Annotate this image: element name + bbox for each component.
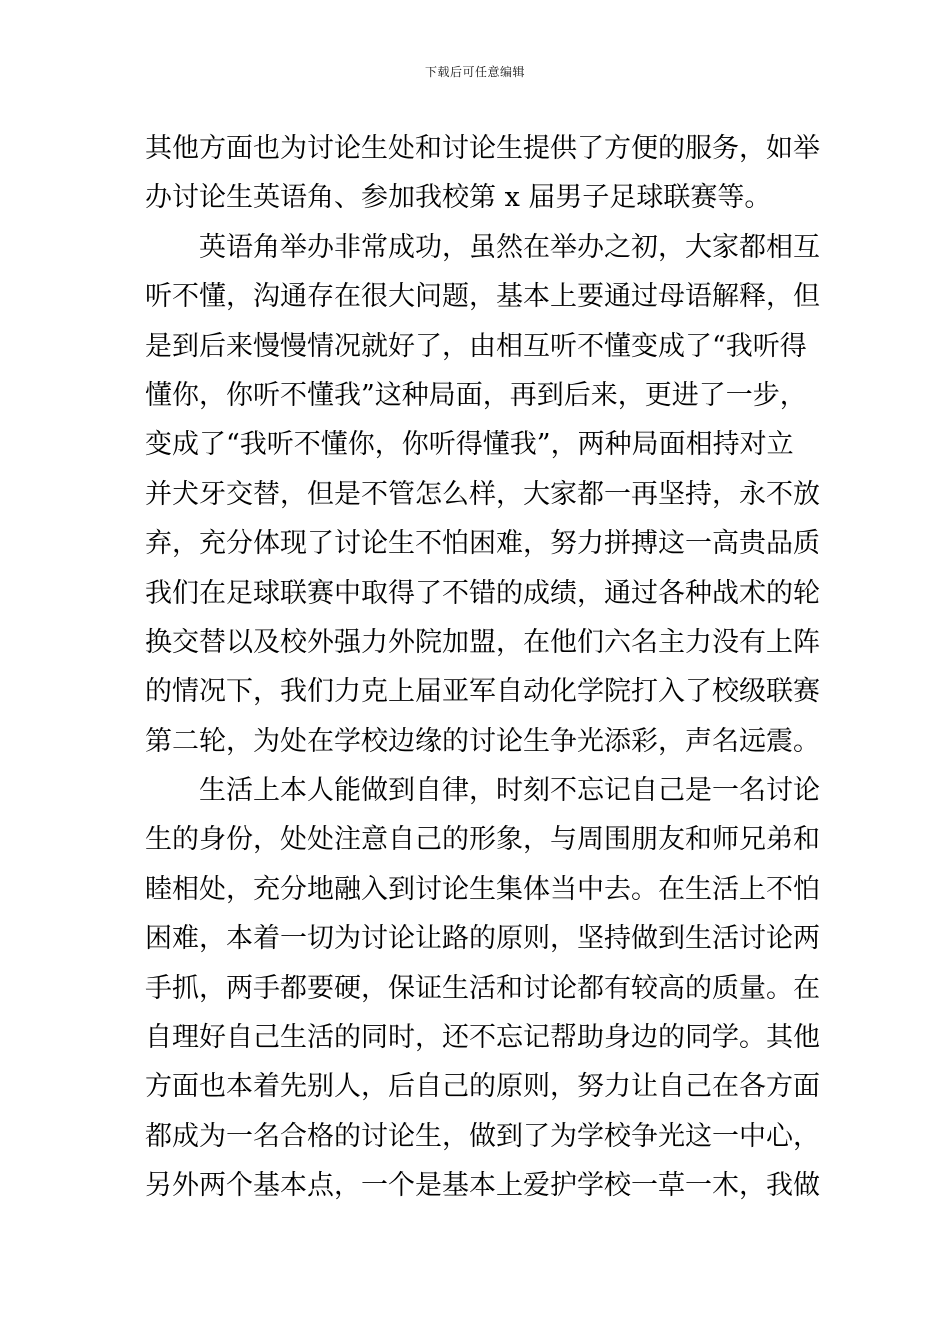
text-line: 自理好自己生活的同时，还不忘记帮助身边的同学。其他 — [145, 1022, 820, 1054]
text-line: 变成了“我听不懂你，你听得懂我”，两种局面相持对立 — [145, 429, 794, 461]
text-line: 另外两个基本点，一个是基本上爱护学校一草一木，我做 — [145, 1170, 820, 1202]
text-line: 睦相处，充分地融入到讨论生集体当中去。在生活上不怕 — [145, 873, 820, 905]
text-line: 都成为一名合格的讨论生，做到了为学校争光这一中心， — [145, 1120, 820, 1152]
text-line: 的情况下，我们力克上届亚军自动化学院打入了校级联赛 — [145, 676, 820, 708]
text-line: 懂你，你听不懂我”这种局面，再到后来，更进了一步， — [145, 379, 807, 411]
text-line: 我们在足球联赛中取得了不错的成绩，通过各种战术的轮 — [145, 577, 820, 609]
text-line: 弃，充分体现了讨论生不怕困难，努力拼搏这一高贵品质 — [145, 528, 820, 560]
text-line: 第二轮，为处在学校边缘的讨论生争光添彩，声名远震。 — [145, 725, 820, 757]
text-line: 英语角举办非常成功，虽然在举办之初，大家都相互 — [199, 231, 820, 263]
text-line: 换交替以及校外强力外院加盟，在他们六名主力没有上阵 — [145, 626, 820, 658]
text-line: 生的身份，处处注意自己的形象，与周围朋友和师兄弟和 — [145, 824, 820, 856]
text-line: 手抓，两手都要硬，保证生活和讨论都有较高的质量。在 — [145, 972, 820, 1004]
text-line: 听不懂，沟通存在很大问题，基本上要通过母语解释，但 — [145, 281, 820, 313]
text-line: 方面也本着先别人，后自己的原则，努力让自己在各方面 — [145, 1071, 820, 1103]
text-line: 办讨论生英语角、参加我校第 x 届男子足球联赛等。 — [145, 182, 772, 214]
body-text — [145, 124, 820, 1211]
text-line: 困难，本着一切为讨论让路的原则，坚持做到生活讨论两 — [145, 923, 820, 955]
text-line: 生活上本人能做到自律，时刻不忘记自己是一名讨论 — [199, 775, 820, 807]
text-line: 是到后来慢慢情况就好了，由相互听不懂变成了“我听得 — [145, 330, 807, 362]
text-line: 其他方面也为讨论生处和讨论生提供了方便的服务，如举 — [145, 133, 820, 164]
text-line: 并犬牙交替，但是不管怎么样，大家都一再坚持，永不放 — [145, 478, 820, 510]
page-header: 下载后可任意编辑 — [424, 65, 525, 79]
